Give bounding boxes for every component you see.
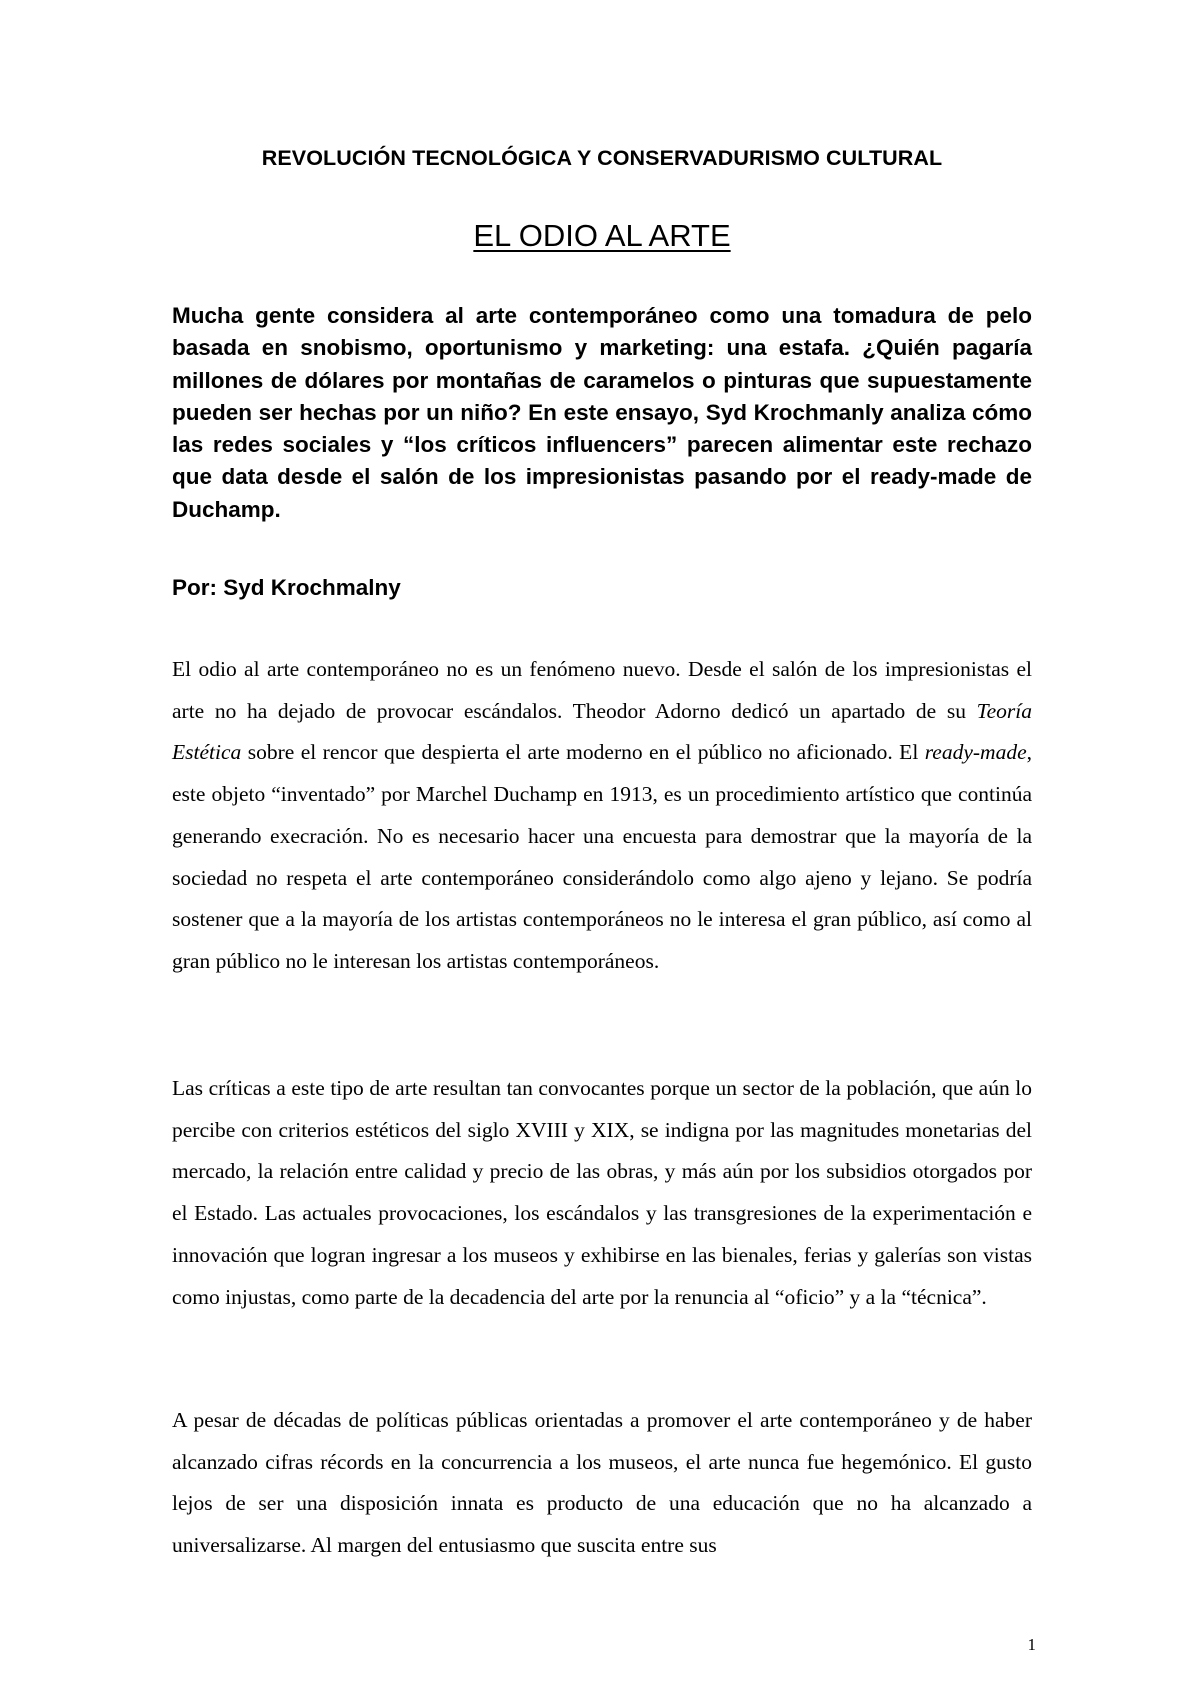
italic-book-title: Teoría Estética [172,698,1032,765]
paragraph-1-text-c: , este objeto “inventado” por Marchel Duchamp en 1913, es un procedimiento artístico que continúa generando execración. No es necesario hacer una encuesta para demostrar que la mayoría de la sociedad no respeta el arte contemporáneo considerándolo como algo ajeno y lejano. Se podría sostener que a la mayoría de los artistas contemporáneos no le interesa el gran público, así como al gran público no le interesan los artistas contemporáneos. [172,740,1032,973]
author-byline: Por: Syd Krochmalny [172,575,401,600]
lead-paragraph: Mucha gente considera al arte contemporáneo como una tomadura de pelo basada en snobismo, oportunismo y marketing: una estafa. ¿Quién pagaría millones de dólares por montañas de caramelos o pinturas que supuestamente pueden ser hechas por un niño? En este ensayo, Syd Krochmanly analiza cómo las redes sociales y “los críticos influencers” parecen alimentar este rechazo que data desde el salón de los impresionistas pasando por el ready-made de Duchamp. [172,303,1032,522]
body-paragraph-1 [172,649,1032,983]
body-paragraph-3: A pesar de décadas de políticas públicas orientadas a promover el arte contemporáneo y de haber alcanzado cifras récords en la concurrencia a los museos, el arte nunca fue hegemónico. El gusto lejos de ser una disposición innata es producto de una educación que no ha alcanzado a universalizarse. Al margen del entusiasmo que suscita entre sus [172,1408,1032,1558]
page-number: 1 [1027,1635,1036,1654]
paragraph-1-text-b: sobre el rencor que despierta el arte moderno en el público no aficionado. El [241,740,925,765]
document-supertitle: REVOLUCIÓN TECNOLÓGICA Y CONSERVADURISMO CULTURAL [261,146,943,170]
italic-ready-made: ready-made [924,740,1027,765]
body-paragraph-2: Las críticas a este tipo de arte resultan tan convocantes porque un sector de la población, que aún lo percibe con criterios estéticos del siglo XVIII y XIX, se indigna por las magnitudes monetarias del mercado, la relación entre calidad y precio de las obras, y más aún por los subsidios otorgados por el Estado. Las actuales provocaciones, los escándalos y las transgresiones de la experimentación e innovación que logran ingresar a los museos y exhibirse en las bienales, ferias y galerías son vistas como injustas, como parte de la decadencia del arte por la renuncia al “oficio” y a la “técnica”. [172,1076,1032,1309]
paragraph-1-text-a: El odio al arte contemporáneo no es un fenómeno nuevo. Desde el salón de los impresionistas el arte no ha dejado de provocar escándalos. Theodor Adorno dedicó un apartado de su [172,657,1032,723]
document-title: EL ODIO AL ARTE [473,218,731,253]
